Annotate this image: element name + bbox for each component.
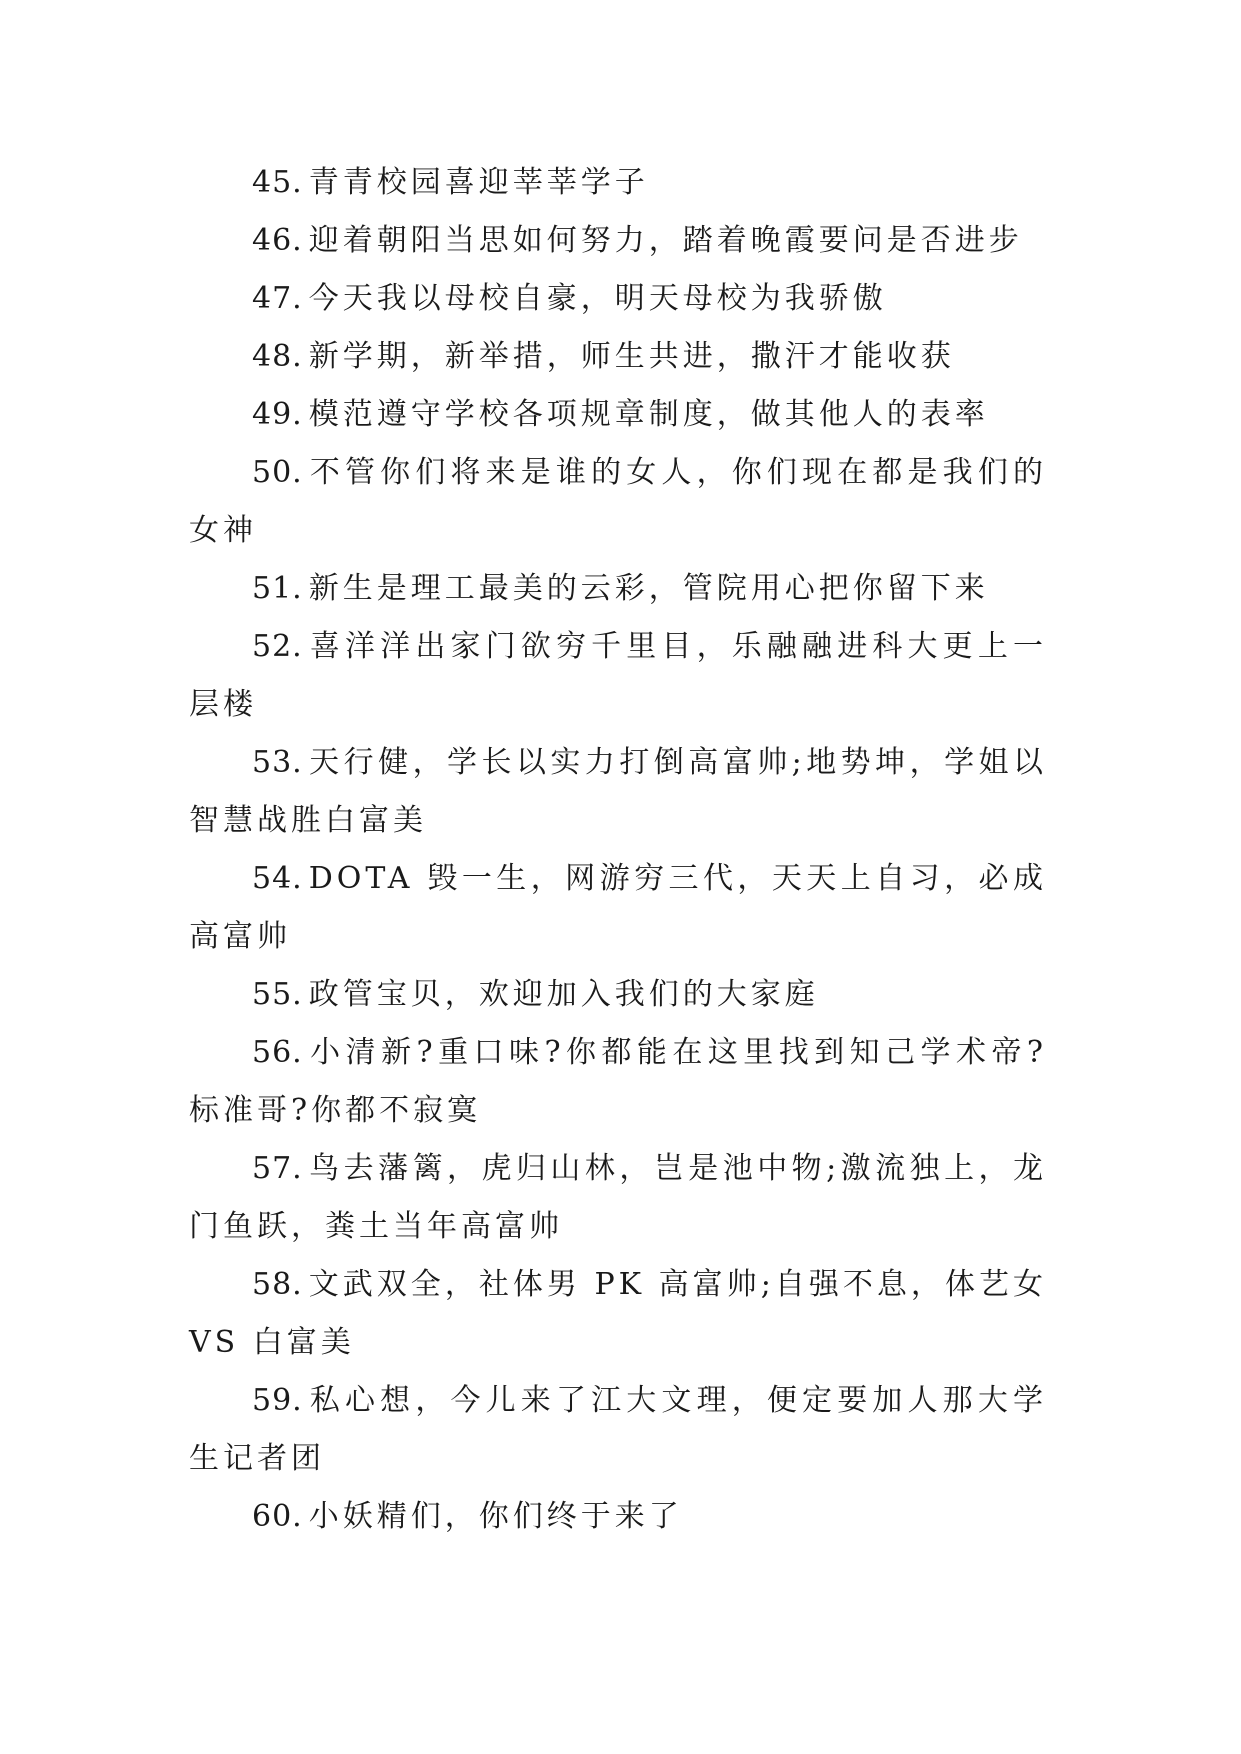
list-item xyxy=(189,386,1047,444)
list-item xyxy=(189,560,1047,618)
item-text: 政管宝贝，欢迎加入我们的大家庭 xyxy=(308,977,819,1012)
item-text: 新生是理工最美的云彩，管院用心把你留下来 xyxy=(308,571,989,606)
list-item xyxy=(189,154,1047,212)
item-number: 58. xyxy=(252,1267,303,1302)
item-number: 60. xyxy=(252,1499,303,1534)
item-text: 新学期，新举措，师生共进，撒汗才能收获 xyxy=(308,339,955,374)
item-text: 喜洋洋出家门欲穷千里目，乐融融进科大更上一层楼 xyxy=(189,629,1047,722)
item-number: 54. xyxy=(252,861,303,896)
item-number: 49. xyxy=(252,397,303,432)
item-number: 57. xyxy=(252,1151,303,1186)
item-number: 50. xyxy=(252,455,303,490)
item-number: 53. xyxy=(252,745,303,780)
list-item xyxy=(189,966,1047,1024)
item-text: 天行健，学长以实力打倒高富帅;地势坤，学姐以智慧战胜白富美 xyxy=(189,745,1047,838)
item-text: 文武双全，社体男 PK 高富帅;自强不息，体艺女 VS 白富美 xyxy=(189,1267,1047,1360)
slogan-list xyxy=(189,154,1047,1546)
list-item xyxy=(189,734,1047,850)
item-number: 56. xyxy=(252,1035,303,1070)
item-number: 47. xyxy=(252,281,303,316)
item-text: 青青校园喜迎莘莘学子 xyxy=(308,165,649,200)
item-number: 59. xyxy=(252,1383,303,1418)
item-text: 迎着朝阳当思如何努力，踏着晚霞要问是否进步 xyxy=(308,223,1023,258)
list-item xyxy=(189,1256,1047,1372)
list-item xyxy=(189,618,1047,734)
item-number: 48. xyxy=(252,339,303,374)
item-text: 不管你们将来是谁的女人，你们现在都是我们的女神 xyxy=(189,455,1047,548)
item-text: 鸟去藩篱，虎归山林，岂是池中物;激流独上，龙门鱼跃，粪土当年高富帅 xyxy=(189,1151,1047,1244)
list-item xyxy=(189,1024,1047,1140)
item-text: 私心想，今儿来了江大文理，便定要加人那大学生记者团 xyxy=(189,1383,1047,1476)
list-item xyxy=(189,444,1047,560)
list-item xyxy=(189,328,1047,386)
item-text: 模范遵守学校各项规章制度，做其他人的表率 xyxy=(308,397,989,432)
list-item xyxy=(189,212,1047,270)
item-number: 46. xyxy=(252,223,303,258)
item-number: 52. xyxy=(252,629,303,664)
item-text: 今天我以母校自豪，明天母校为我骄傲 xyxy=(308,281,887,316)
list-item xyxy=(189,850,1047,966)
item-text: DOTA 毁一生，网游穷三代，天天上自习，必成高富帅 xyxy=(189,861,1047,954)
item-number: 55. xyxy=(252,977,303,1012)
item-text: 小妖精们，你们终于来了 xyxy=(308,1499,683,1534)
list-item xyxy=(189,270,1047,328)
list-item xyxy=(189,1140,1047,1256)
item-text: 小清新?重口味?你都能在这里找到知己学术帝?标准哥?你都不寂寞 xyxy=(189,1035,1047,1128)
list-item xyxy=(189,1488,1047,1546)
list-item xyxy=(189,1372,1047,1488)
item-number: 45. xyxy=(252,165,303,200)
item-number: 51. xyxy=(252,571,303,606)
